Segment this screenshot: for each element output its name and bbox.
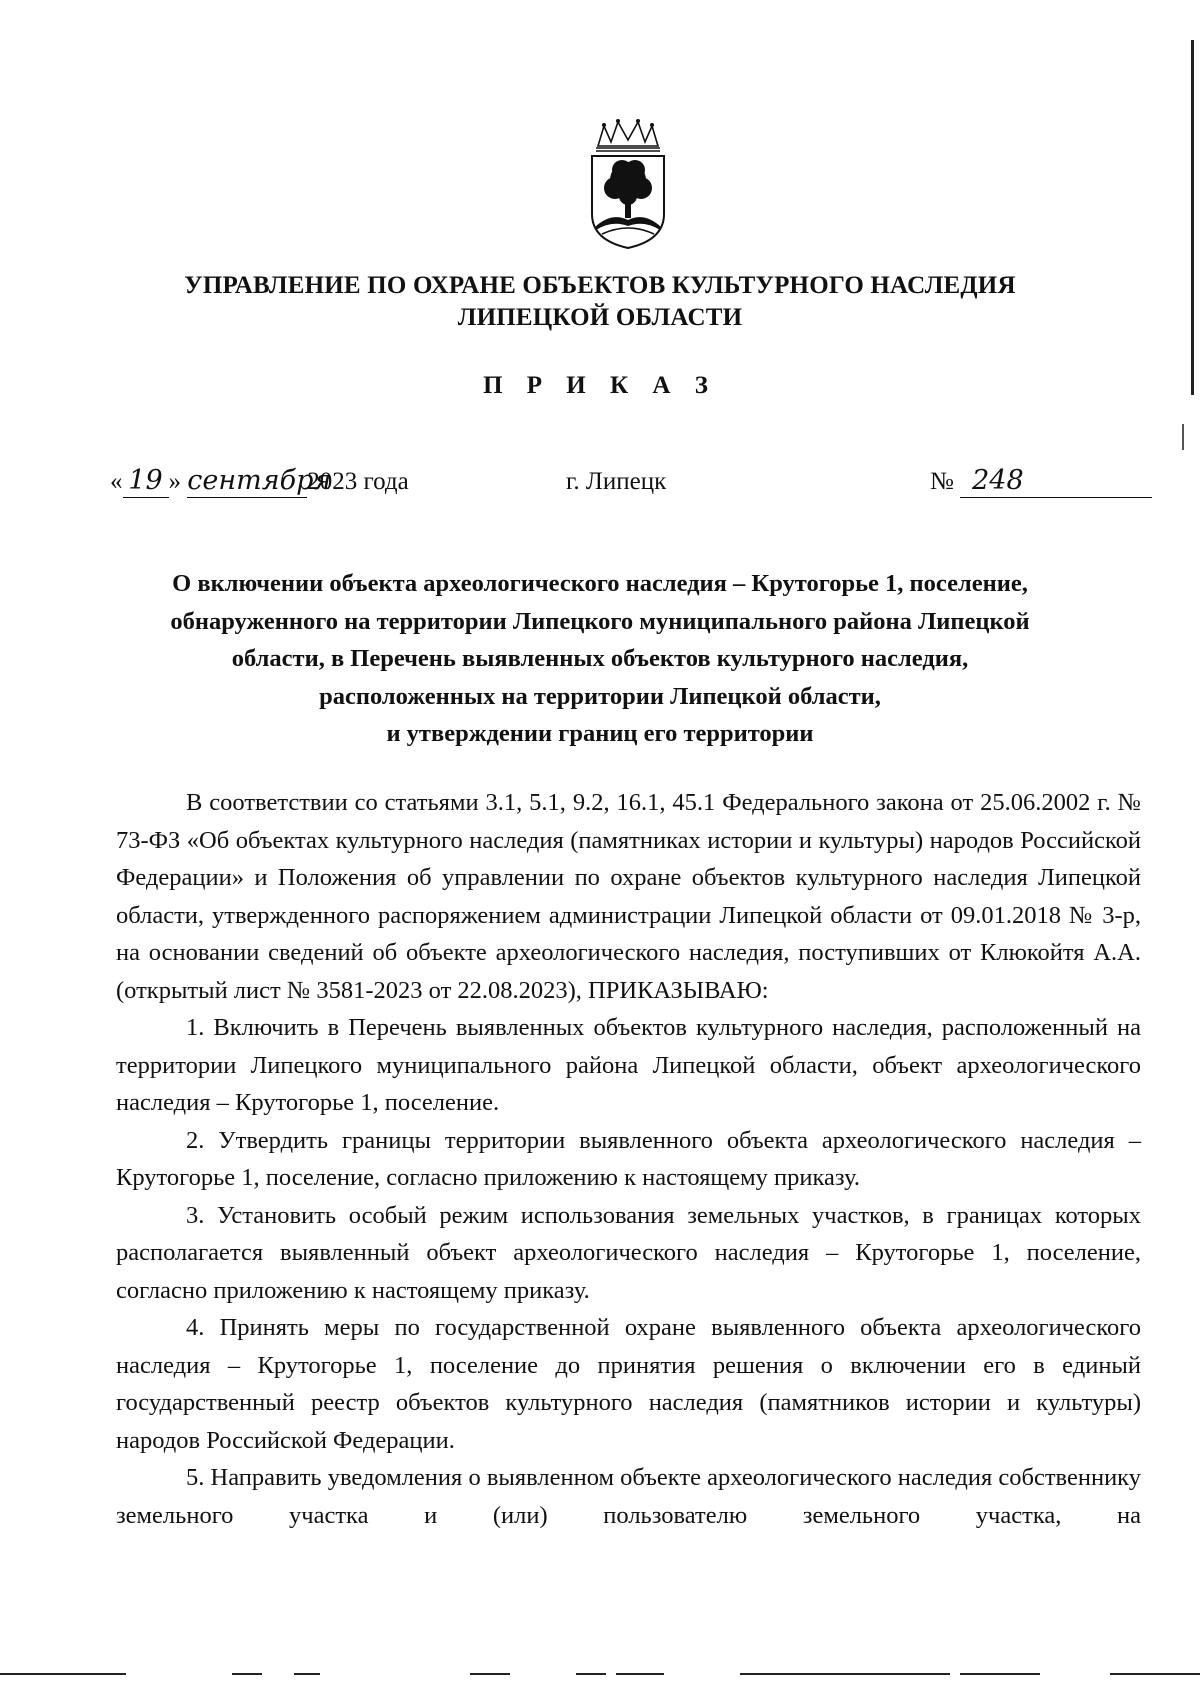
title-line-1: О включении объекта археологического наследия – Крутогорье 1, поселение, (172, 570, 1028, 597)
paragraph-intro: В соответствии со статьями 3.1, 5.1, 9.2, 16.1, 45.1 Федерального закона от 25.06.2002 г. № 73-ФЗ «Об объектах культурного наследия (памятниках истории и культуры) народов Российской Федерации» и Положения об управлении по охране объектов культурного наследия Липецкой области, утвержденного распоряжением администрации Липецкой области от 09.01.2018 № 3-р, на основании сведений об объекте археологического наследия, поступивших от Клюкойтя А.А. (открытый лист № 3581-2023 от 22.08.2023), ПРИКАЗЫВАЮ: (116, 789, 1141, 1004)
number-sign: № (930, 468, 954, 495)
org-line-2: ЛИПЕЦКОЙ ОБЛАСТИ (457, 304, 743, 331)
title-line-2: обнаруженного на территории Липецкого муниципального района Липецкой (170, 607, 1030, 635)
document-number (930, 462, 1152, 502)
date-month: сентября (187, 465, 332, 496)
title-line-4: расположенных на территории Липецкой области, (319, 682, 881, 710)
document-city: г. Липецк (566, 468, 667, 495)
title-line-5: и утверждении границ его территории (386, 720, 814, 747)
paragraph-item-3: 3. Установить особый режим использования земельных участков, в границах которых располагается выявленный объект археологического наследия – Крутогорье 1, поселение, согласно приложению к настоящему приказу. (116, 1201, 1141, 1304)
quote-close: » (168, 468, 181, 495)
paragraph-item-2: 2. Утвердить границы территории выявленного объекта археологического наследия – Крутогорье 1, поселение, согласно приложению к настоящему приказу. (116, 1126, 1141, 1191)
org-line-1: УПРАВЛЕНИЕ ПО ОХРАНЕ ОБЪЕКТОВ КУЛЬТУРНОГО НАСЛЕДИЯ (184, 272, 1016, 299)
paragraph-item-4: 4. Принять меры по государственной охране выявленного объекта археологического наследия – Крутогорье 1, поселение до принятия решения о включении его в единый государственный реестр объектов культурного наследия (памятников истории и культуры) народов Российской Федерации. (116, 1314, 1141, 1454)
scan-bottom-lines (0, 1672, 1200, 1676)
coat-of-arms-icon (578, 118, 678, 250)
paragraph-item-5: 5. Направить уведомления о выявленном объекте археологического наследия собственнику земельного участка и (или) пользователю земельного участка, на (116, 1464, 1141, 1529)
document-date (110, 462, 409, 502)
paragraph-item-1: 1. Включить в Перечень выявленных объектов культурного наследия, расположенный на территории Липецкого муниципального района Липецкой области, объект археологического наследия – Крутогорье 1, поселение. (116, 1014, 1141, 1116)
title-line-3: области, в Перечень выявленных объектов культурного наследия, (231, 645, 969, 672)
document-title (110, 565, 1090, 753)
organization-name (100, 270, 1100, 334)
number-value: 248 (960, 465, 1152, 498)
scan-edge-mark (1182, 424, 1184, 450)
quote-open: « (110, 468, 123, 495)
document-type: П Р И К А З (483, 372, 717, 399)
scan-edge-line (1191, 40, 1194, 395)
date-year: 2023 года (307, 468, 409, 495)
document-body (116, 784, 1141, 1534)
date-day: 19 (123, 465, 169, 498)
